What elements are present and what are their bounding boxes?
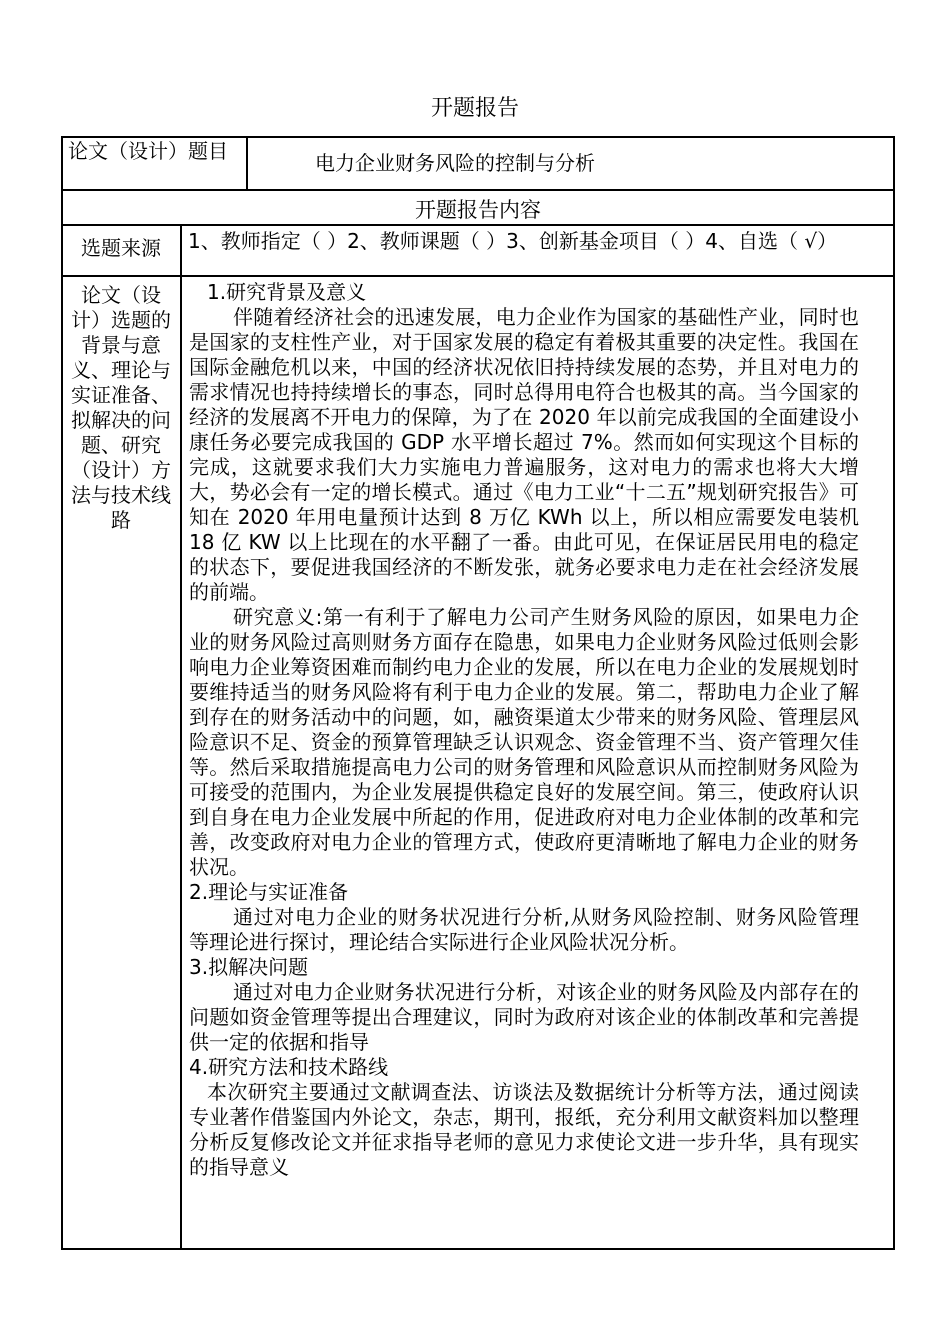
report-content — [189, 280, 859, 1180]
paragraph-background: 伴随着经济社会的迅速发展，电力企业作为国家的基础性产业，同时也是国家的支柱性产业，对于国家发展的稳定有着极其重要的决定性。我国在国际金融危机以来，中国的经济状况依旧持持续发展的态势，并且对电力的需求情况也持持续增长的事态，同时总得用电符合也极其的高。当今国家的经济的发展离不开电力的保障，为了在 2020 年以前完成我国的全面建设小康任务必要完成我国的 GDP 水平增长超过 7%。然而如何实现这个目标的完成，这就要求我们大力实施电力普遍服务，这对电力的需求也将大大增大，势必会有一定的增长模式。通过《电力工业“十二五”规划研究报告》可知在 2020 年用电量预计达到 8 万亿 KWh 以上，所以相应需要发电装机 18 亿 KW 以上比现在的水平翻了一番。由此可见，在保证居民用电的稳定的状态下，要促进我国经济的不断发张，就务必要求电力走在社会经济发展的前端。 — [189, 305, 859, 604]
topic-source-options: 1、教师指定（ ）2、教师课题（ ）3、创新基金项目（ ）4、自选（ √） — [188, 229, 838, 253]
label-column-divider — [180, 224, 182, 1250]
table-border-top — [61, 136, 895, 138]
table-rule-after-source — [61, 275, 895, 277]
thesis-title-label: 论文（设计）题目 — [68, 139, 228, 163]
heading-theory: 2.理论与实证准备 — [189, 880, 349, 904]
table-border-left — [61, 136, 63, 1250]
section-heading: 开题报告内容 — [415, 198, 541, 222]
thesis-title-value: 电力企业财务风险的控制与分析 — [315, 151, 595, 175]
heading-problems: 3.拟解决问题 — [189, 955, 309, 979]
paragraph-methods: 本次研究主要通过文献调查法、访谈法及数据统计分析等方法，通过阅读专业著作借鉴国内外论文，杂志，期刊，报纸，充分利用文献资料加以整理分析反复修改论文并征求指导老师的意见力求使论文进一步升华，具有现实的指导意义 — [189, 1080, 859, 1179]
topic-source-label: 选题来源 — [81, 236, 161, 260]
page-title: 开题报告 — [430, 96, 519, 121]
table-border-bottom — [61, 1248, 895, 1250]
table-rule-after-title — [61, 189, 895, 191]
heading-methods: 4.研究方法和技术路线 — [189, 1055, 389, 1079]
content-label: 论文（设计）选题的背景与意义、理论与实证准备、拟解决的问题、研究（设计）方法与技术线路 — [71, 283, 171, 532]
table-border-right — [893, 136, 895, 1250]
paragraph-problems: 通过对电力企业财务状况进行分析，对该企业的财务风险及内部存在的问题如资金管理等提出合理建议，同时为政府对该企业的体制改革和完善提供一定的依据和指导 — [189, 980, 859, 1054]
table-rule-after-heading — [61, 224, 895, 226]
title-cell-divider — [246, 136, 248, 191]
paragraph-significance: 研究意义:第一有利于了解电力公司产生财务风险的原因，如果电力企业的财务风险过高则财务方面存在隐患，如果电力企业财务风险过低则会影响电力企业筹资困难而制约电力企业的发展，所以在电力企业的发展规划时要维持适当的财务风险将有利于电力企业的发展。第二，帮助电力企业了解到存在的财务活动中的问题，如，融资渠道太少带来的财务风险、管理层风险意识不足、资金的预算管理缺乏认识观念、资金管理不当、资产管理欠佳等。然后采取措施提高电力公司的财务管理和风险意识从而控制财务风险为可接受的范围内，为企业发展提供稳定良好的发展空间。第三，使政府认识到自身在电力企业发展中所起的作用，促进政府对电力企业体制的改革和完善，改变政府对电力企业的管理方式，使政府更清晰地了解电力企业的财务状况。 — [189, 605, 859, 879]
paragraph-theory: 通过对电力企业的财务状况进行分析,从财务风险控制、财务风险管理等理论进行探讨，理论结合实际进行企业风险状况分析。 — [189, 905, 859, 954]
heading-research-background: 1.研究背景及意义 — [207, 280, 367, 304]
